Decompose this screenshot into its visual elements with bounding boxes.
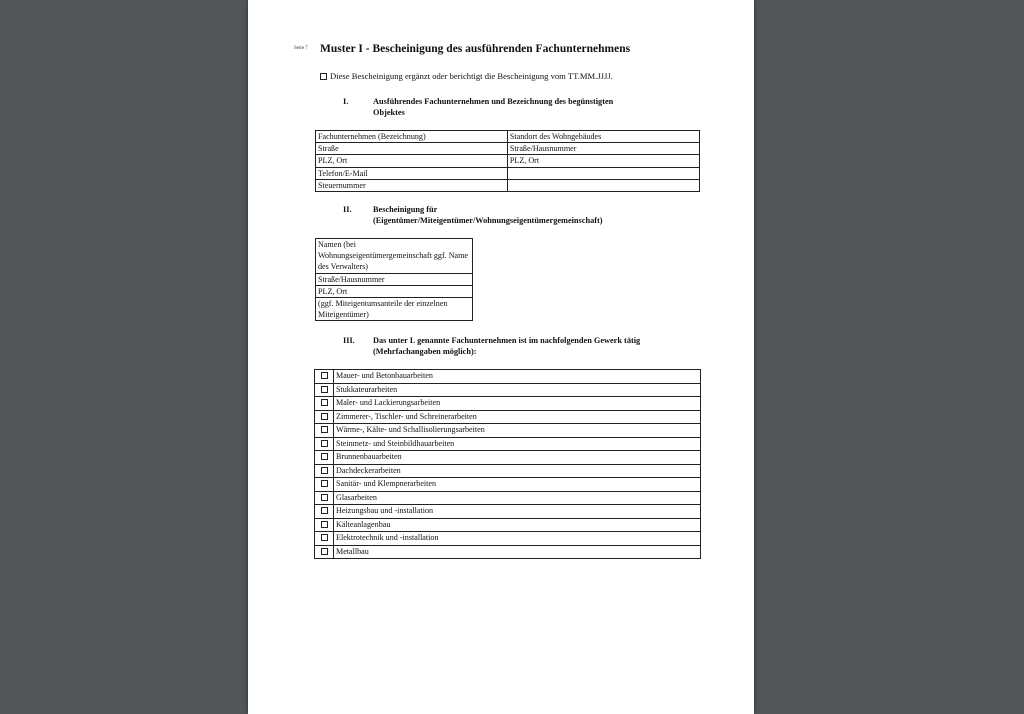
trade-label: Maler- und Lackierungsarbeiten [334,397,701,411]
owner-field-cell[interactable]: Straße/Hausnummer [316,273,473,285]
section-2-title-line1: Bescheinigung für [373,205,438,214]
correction-note [320,71,613,81]
table-row [315,397,701,411]
table-row [316,143,700,155]
section-1-title-line2: Objektes [373,108,405,117]
trade-checkbox[interactable] [321,521,328,528]
trade-checkbox-cell [315,532,334,546]
trade-checkbox[interactable] [321,548,328,555]
table-row [316,298,473,321]
document-title: Muster I - Bescheinigung des ausführenden Fachunternehmens [320,43,631,55]
trade-checkbox-cell [315,478,334,492]
trade-checkbox[interactable] [321,534,328,541]
section-1-title-line1: Ausführendes Fachunternehmen und Bezeichnung des begünstigten [373,97,614,106]
object-field-cell[interactable]: PLZ, Ort [507,155,699,167]
table-row [315,491,701,505]
trade-checkbox-cell [315,464,334,478]
table-row [315,410,701,424]
trade-checkbox-cell [315,545,334,559]
trade-label: Metallbau [334,545,701,559]
trade-checkbox-cell [315,383,334,397]
section-1-title [373,96,613,118]
object-field-cell[interactable] [507,167,699,179]
trade-checkbox[interactable] [321,426,328,433]
trade-label: Heizungsbau und -installation [334,505,701,519]
table-row [315,451,701,465]
section-3-number: III. [343,336,355,345]
trade-label: Glasarbeiten [334,491,701,505]
section-3-title-line1: Das unter I. genannte Fachunternehmen ist im nachfolgenden Gewerk tätig [373,336,641,345]
trade-checkbox[interactable] [321,399,328,406]
table-row [315,437,701,451]
table-row [315,464,701,478]
object-field-cell[interactable] [507,179,699,191]
table-row [315,532,701,546]
object-field-cell[interactable]: Straße/Hausnummer [507,143,699,155]
section-3-title-line2: (Mehrfachangaben möglich): [373,347,477,356]
table-row [315,545,701,559]
table-row [315,518,701,532]
trade-checkbox-cell [315,518,334,532]
trade-checkbox-cell [315,410,334,424]
section-2-number: II. [343,205,352,214]
company-field-cell[interactable]: Telefon/E-Mail [316,167,508,179]
table-row [315,424,701,438]
trades-table [314,369,701,559]
company-field-cell[interactable]: PLZ, Ort [316,155,508,167]
page-number: Seite 7 [294,46,308,51]
correction-note-text: Diese Bescheinigung ergänzt oder berichtigt die Bescheinigung vom TT.MM.JJJJ. [330,71,613,81]
trade-checkbox-cell [315,437,334,451]
owner-field-cell[interactable]: (ggf. Miteigentumsanteile der einzelnen Miteigentümer) [316,298,473,321]
trade-label: Wärme-, Kälte- und Schallisolierungsarbeiten [334,424,701,438]
table-row [316,273,473,285]
trade-checkbox[interactable] [321,386,328,393]
trade-checkbox[interactable] [321,440,328,447]
correction-checkbox[interactable] [320,73,327,80]
owner-field-cell[interactable]: PLZ, Ort [316,285,473,297]
trade-checkbox-cell [315,451,334,465]
trade-label: Dachdeckerarbeiten [334,464,701,478]
table-row [316,179,700,191]
trade-checkbox[interactable] [321,467,328,474]
trade-label: Sanitär- und Klempnerarbeiten [334,478,701,492]
section-3-title [373,335,640,357]
company-field-cell[interactable]: Fachunternehmen (Bezeichnung) [316,131,508,143]
table-row [316,131,700,143]
object-field-cell[interactable]: Standort des Wohngebäudes [507,131,699,143]
table-row [316,167,700,179]
company-field-cell[interactable]: Straße [316,143,508,155]
company-object-table [315,130,700,192]
table-row [315,370,701,384]
trade-checkbox-cell [315,424,334,438]
owner-table [315,238,473,321]
section-1-number: I. [343,97,349,106]
trade-checkbox-cell [315,370,334,384]
section-2-title [373,204,603,226]
trade-label: Elektrotechnik und -installation [334,532,701,546]
trade-label: Kälteanlagenbau [334,518,701,532]
trade-checkbox[interactable] [321,372,328,379]
trade-label: Zimmerer-, Tischler- und Schreinerarbeiten [334,410,701,424]
trade-checkbox[interactable] [321,480,328,487]
table-row [315,383,701,397]
trade-label: Steinmetz- und Steinbildhauarbeiten [334,437,701,451]
trade-checkbox-cell [315,505,334,519]
table-row [316,285,473,297]
company-field-cell[interactable]: Steuernummer [316,179,508,191]
trade-checkbox[interactable] [321,413,328,420]
table-row [315,478,701,492]
document-page [248,0,754,714]
trade-checkbox[interactable] [321,494,328,501]
trade-label: Brunnenbauarbeiten [334,451,701,465]
table-row [316,239,473,274]
trade-checkbox-cell [315,397,334,411]
trade-checkbox[interactable] [321,507,328,514]
owner-field-cell[interactable]: Namen (bei Wohnungseigentümergemeinschaft ggf. Name des Verwalters) [316,239,473,274]
section-2-title-line2: (Eigentümer/Miteigentümer/Wohnungseigentümergemeinschaft) [373,216,603,225]
trade-label: Mauer- und Betonbauarbeiten [334,370,701,384]
trade-checkbox[interactable] [321,453,328,460]
table-row [315,505,701,519]
table-row [316,155,700,167]
trade-checkbox-cell [315,491,334,505]
trade-label: Stukkateurarbeiten [334,383,701,397]
